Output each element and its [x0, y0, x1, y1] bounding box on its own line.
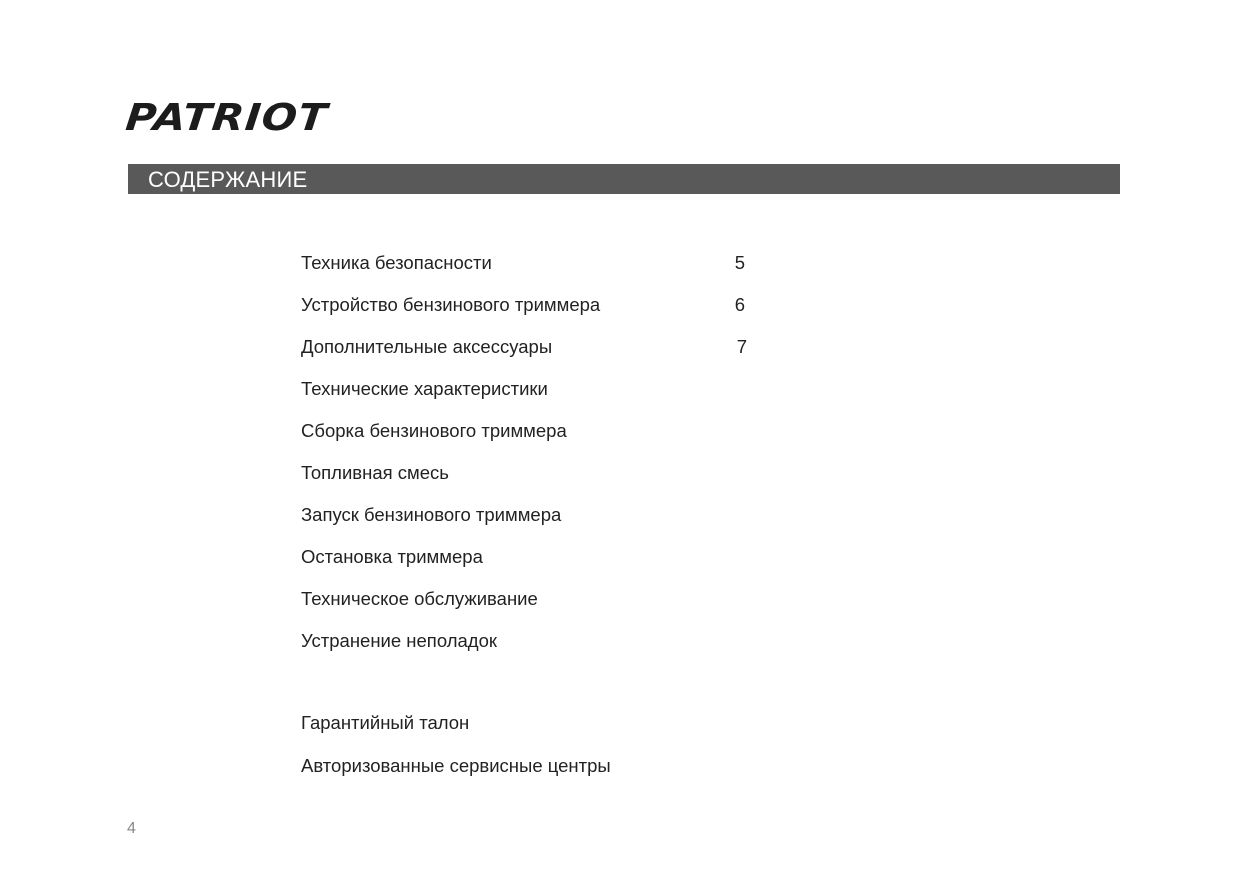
- toc-item-label: Сборка бензинового триммера: [301, 420, 567, 441]
- toc-item[interactable]: [301, 586, 761, 612]
- toc-item-page: 5: [734, 252, 745, 273]
- toc-item-label: Устранение неполадок: [301, 630, 497, 651]
- toc-item-label: Топливная смесь: [301, 462, 449, 483]
- toc-item-label: Техническое обслуживание: [301, 588, 538, 609]
- toc-item-label: Технические характеристики: [301, 378, 548, 399]
- toc-item-label: Запуск бензинового триммера: [301, 504, 562, 525]
- section-header-bar: [128, 164, 1120, 194]
- page-number: 4: [127, 820, 136, 837]
- toc-item-page: 7: [736, 336, 747, 357]
- toc-item-page: 6: [734, 294, 745, 315]
- toc-item[interactable]: [301, 376, 761, 402]
- toc-item[interactable]: [301, 334, 761, 360]
- toc-item[interactable]: [301, 502, 761, 528]
- toc-item[interactable]: [301, 544, 761, 570]
- toc-item[interactable]: [301, 710, 761, 736]
- toc-item[interactable]: [301, 292, 761, 318]
- section-title: СОДЕРЖАНИЕ: [148, 167, 308, 192]
- toc-item[interactable]: [301, 628, 761, 654]
- toc-item-label: Остановка триммера: [301, 546, 483, 567]
- toc-item[interactable]: [301, 460, 761, 486]
- toc-item-label: Техника безопасности: [301, 252, 492, 273]
- brand-logo: PATRIOT: [123, 96, 330, 139]
- toc-item-label: Дополнительные аксессуары: [301, 336, 553, 357]
- toc-item-label: Гарантийный талон: [301, 712, 470, 733]
- toc-item-label: Устройство бензинового триммера: [301, 294, 601, 315]
- toc-item[interactable]: [301, 250, 761, 276]
- toc-item[interactable]: [301, 753, 761, 779]
- toc-item[interactable]: [301, 418, 761, 444]
- toc-item-label: Авторизованные сервисные центры: [301, 755, 611, 776]
